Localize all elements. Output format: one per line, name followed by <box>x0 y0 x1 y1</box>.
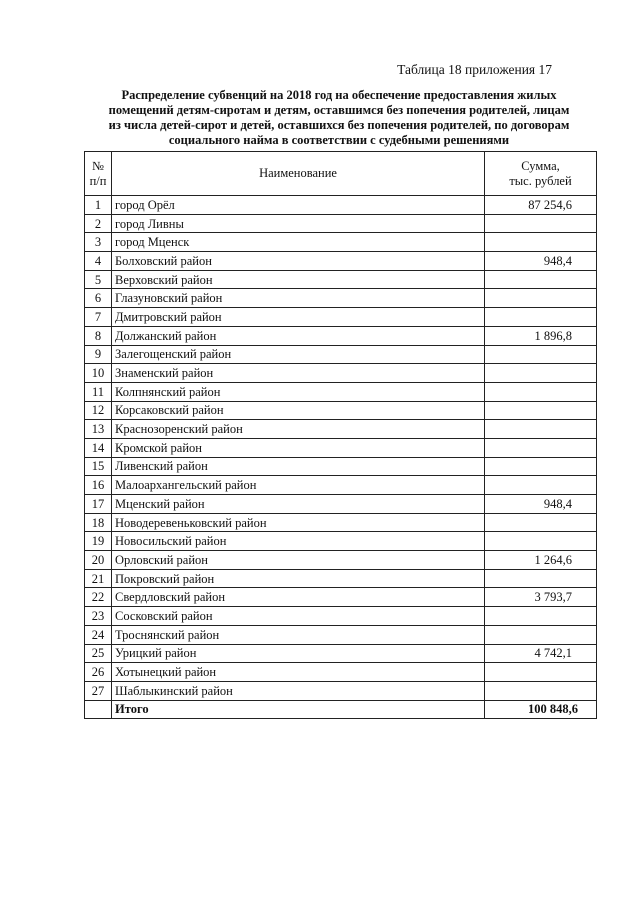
row-name: Корсаковский район <box>112 401 485 420</box>
row-name: Краснозоренский район <box>112 420 485 439</box>
row-sum <box>485 607 597 626</box>
row-number: 20 <box>85 551 112 570</box>
table-row <box>85 681 597 700</box>
row-sum: 1 896,8 <box>485 326 597 345</box>
row-name: Болховский район <box>112 252 485 271</box>
row-name: Шаблыкинский район <box>112 681 485 700</box>
row-sum <box>485 513 597 532</box>
table-row <box>85 607 597 626</box>
row-sum <box>485 663 597 682</box>
row-sum <box>485 364 597 383</box>
row-name: Свердловский район <box>112 588 485 607</box>
row-number: 19 <box>85 532 112 551</box>
row-name: Знаменский район <box>112 364 485 383</box>
row-name: Колпнянский район <box>112 382 485 401</box>
table-row <box>85 476 597 495</box>
row-sum <box>485 420 597 439</box>
row-sum <box>485 532 597 551</box>
row-sum: 3 793,7 <box>485 588 597 607</box>
table-row <box>85 513 597 532</box>
row-number: 25 <box>85 644 112 663</box>
table-row <box>85 495 597 514</box>
row-sum <box>485 345 597 364</box>
row-number: 27 <box>85 681 112 700</box>
table-row <box>85 364 597 383</box>
table-row <box>85 551 597 570</box>
row-sum: 4 742,1 <box>485 644 597 663</box>
table-header-row <box>85 152 597 196</box>
row-number: 26 <box>85 663 112 682</box>
title-line: Распределение субвенций на 2018 год на обеспечение предоставления жилых <box>121 88 557 102</box>
row-number: 16 <box>85 476 112 495</box>
table-row <box>85 270 597 289</box>
row-sum <box>485 308 597 327</box>
row-number: 15 <box>85 457 112 476</box>
row-sum <box>485 233 597 252</box>
row-number: 10 <box>85 364 112 383</box>
table-row <box>85 625 597 644</box>
row-sum <box>485 438 597 457</box>
table-row <box>85 214 597 233</box>
title-line: социального найма в соответствии с судебными решениями <box>168 133 510 147</box>
row-sum: 87 254,6 <box>485 196 597 215</box>
row-number: 7 <box>85 308 112 327</box>
row-name: Мценский район <box>112 495 485 514</box>
header-number-line1: № <box>92 158 104 173</box>
row-name: Хотынецкий район <box>112 663 485 682</box>
header-sum-line1: Сумма, <box>521 158 560 173</box>
row-sum <box>485 270 597 289</box>
table-row <box>85 382 597 401</box>
row-name: Покровский район <box>112 569 485 588</box>
row-number: 21 <box>85 569 112 588</box>
table-row <box>85 289 597 308</box>
row-sum <box>485 289 597 308</box>
header-name: Наименование <box>112 152 485 196</box>
row-number: 17 <box>85 495 112 514</box>
row-sum <box>485 476 597 495</box>
total-row <box>85 700 597 719</box>
table-caption: Таблица 18 приложения 17 <box>397 62 552 77</box>
row-number: 18 <box>85 513 112 532</box>
row-sum <box>485 382 597 401</box>
row-sum <box>485 457 597 476</box>
table-row <box>85 345 597 364</box>
row-name: Ливенский район <box>112 457 485 476</box>
row-number: 6 <box>85 289 112 308</box>
header-number <box>85 152 112 196</box>
row-number: 1 <box>85 196 112 215</box>
row-name: Должанский район <box>112 326 485 345</box>
row-number: 8 <box>85 326 112 345</box>
table-row <box>85 233 597 252</box>
header-number-line2: п/п <box>89 173 107 188</box>
row-sum: 948,4 <box>485 495 597 514</box>
table-row <box>85 457 597 476</box>
row-sum <box>485 625 597 644</box>
row-name: Новосильский район <box>112 532 485 551</box>
subsidy-table <box>84 151 597 719</box>
row-number: 4 <box>85 252 112 271</box>
row-name: Малоархангельский район <box>112 476 485 495</box>
row-sum <box>485 401 597 420</box>
row-name: город Мценск <box>112 233 485 252</box>
row-name: город Ливны <box>112 214 485 233</box>
row-number: 3 <box>85 233 112 252</box>
table-body <box>85 196 597 719</box>
row-number: 14 <box>85 438 112 457</box>
row-name: город Орёл <box>112 196 485 215</box>
row-sum <box>485 569 597 588</box>
table-row <box>85 401 597 420</box>
row-sum: 1 264,6 <box>485 551 597 570</box>
table-row <box>85 532 597 551</box>
table-row <box>85 644 597 663</box>
row-number: 22 <box>85 588 112 607</box>
row-name: Глазуновский район <box>112 289 485 308</box>
row-number: 24 <box>85 625 112 644</box>
row-number: 2 <box>85 214 112 233</box>
table-row <box>85 588 597 607</box>
row-number: 23 <box>85 607 112 626</box>
row-number: 5 <box>85 270 112 289</box>
row-name: Троснянский район <box>112 625 485 644</box>
table-row <box>85 308 597 327</box>
row-sum: 948,4 <box>485 252 597 271</box>
document-title <box>84 88 594 148</box>
title-line: помещений детям-сиротам и детям, оставшимся без попечения родителей, лицам <box>108 103 570 117</box>
row-number: 11 <box>85 382 112 401</box>
table-row <box>85 569 597 588</box>
row-sum <box>485 681 597 700</box>
total-number <box>85 700 112 719</box>
row-number: 13 <box>85 420 112 439</box>
table-row <box>85 420 597 439</box>
table-row <box>85 196 597 215</box>
row-name: Дмитровский район <box>112 308 485 327</box>
row-name: Верховский район <box>112 270 485 289</box>
row-number: 9 <box>85 345 112 364</box>
total-sum: 100 848,6 <box>485 700 597 719</box>
row-name: Кромской район <box>112 438 485 457</box>
table-row <box>85 438 597 457</box>
header-sum <box>485 152 597 196</box>
total-label: Итого <box>112 700 485 719</box>
row-name: Урицкий район <box>112 644 485 663</box>
row-name: Сосковский район <box>112 607 485 626</box>
row-number: 12 <box>85 401 112 420</box>
row-name: Залегощенский район <box>112 345 485 364</box>
title-line: из числа детей-сирот и детей, оставшихся без попечения родителей, по договорам <box>108 118 570 132</box>
row-name: Орловский район <box>112 551 485 570</box>
header-sum-line2: тыс. рублей <box>509 173 572 188</box>
table-row <box>85 663 597 682</box>
table-row <box>85 252 597 271</box>
row-name: Новодеревеньковский район <box>112 513 485 532</box>
row-sum <box>485 214 597 233</box>
table-row <box>85 326 597 345</box>
